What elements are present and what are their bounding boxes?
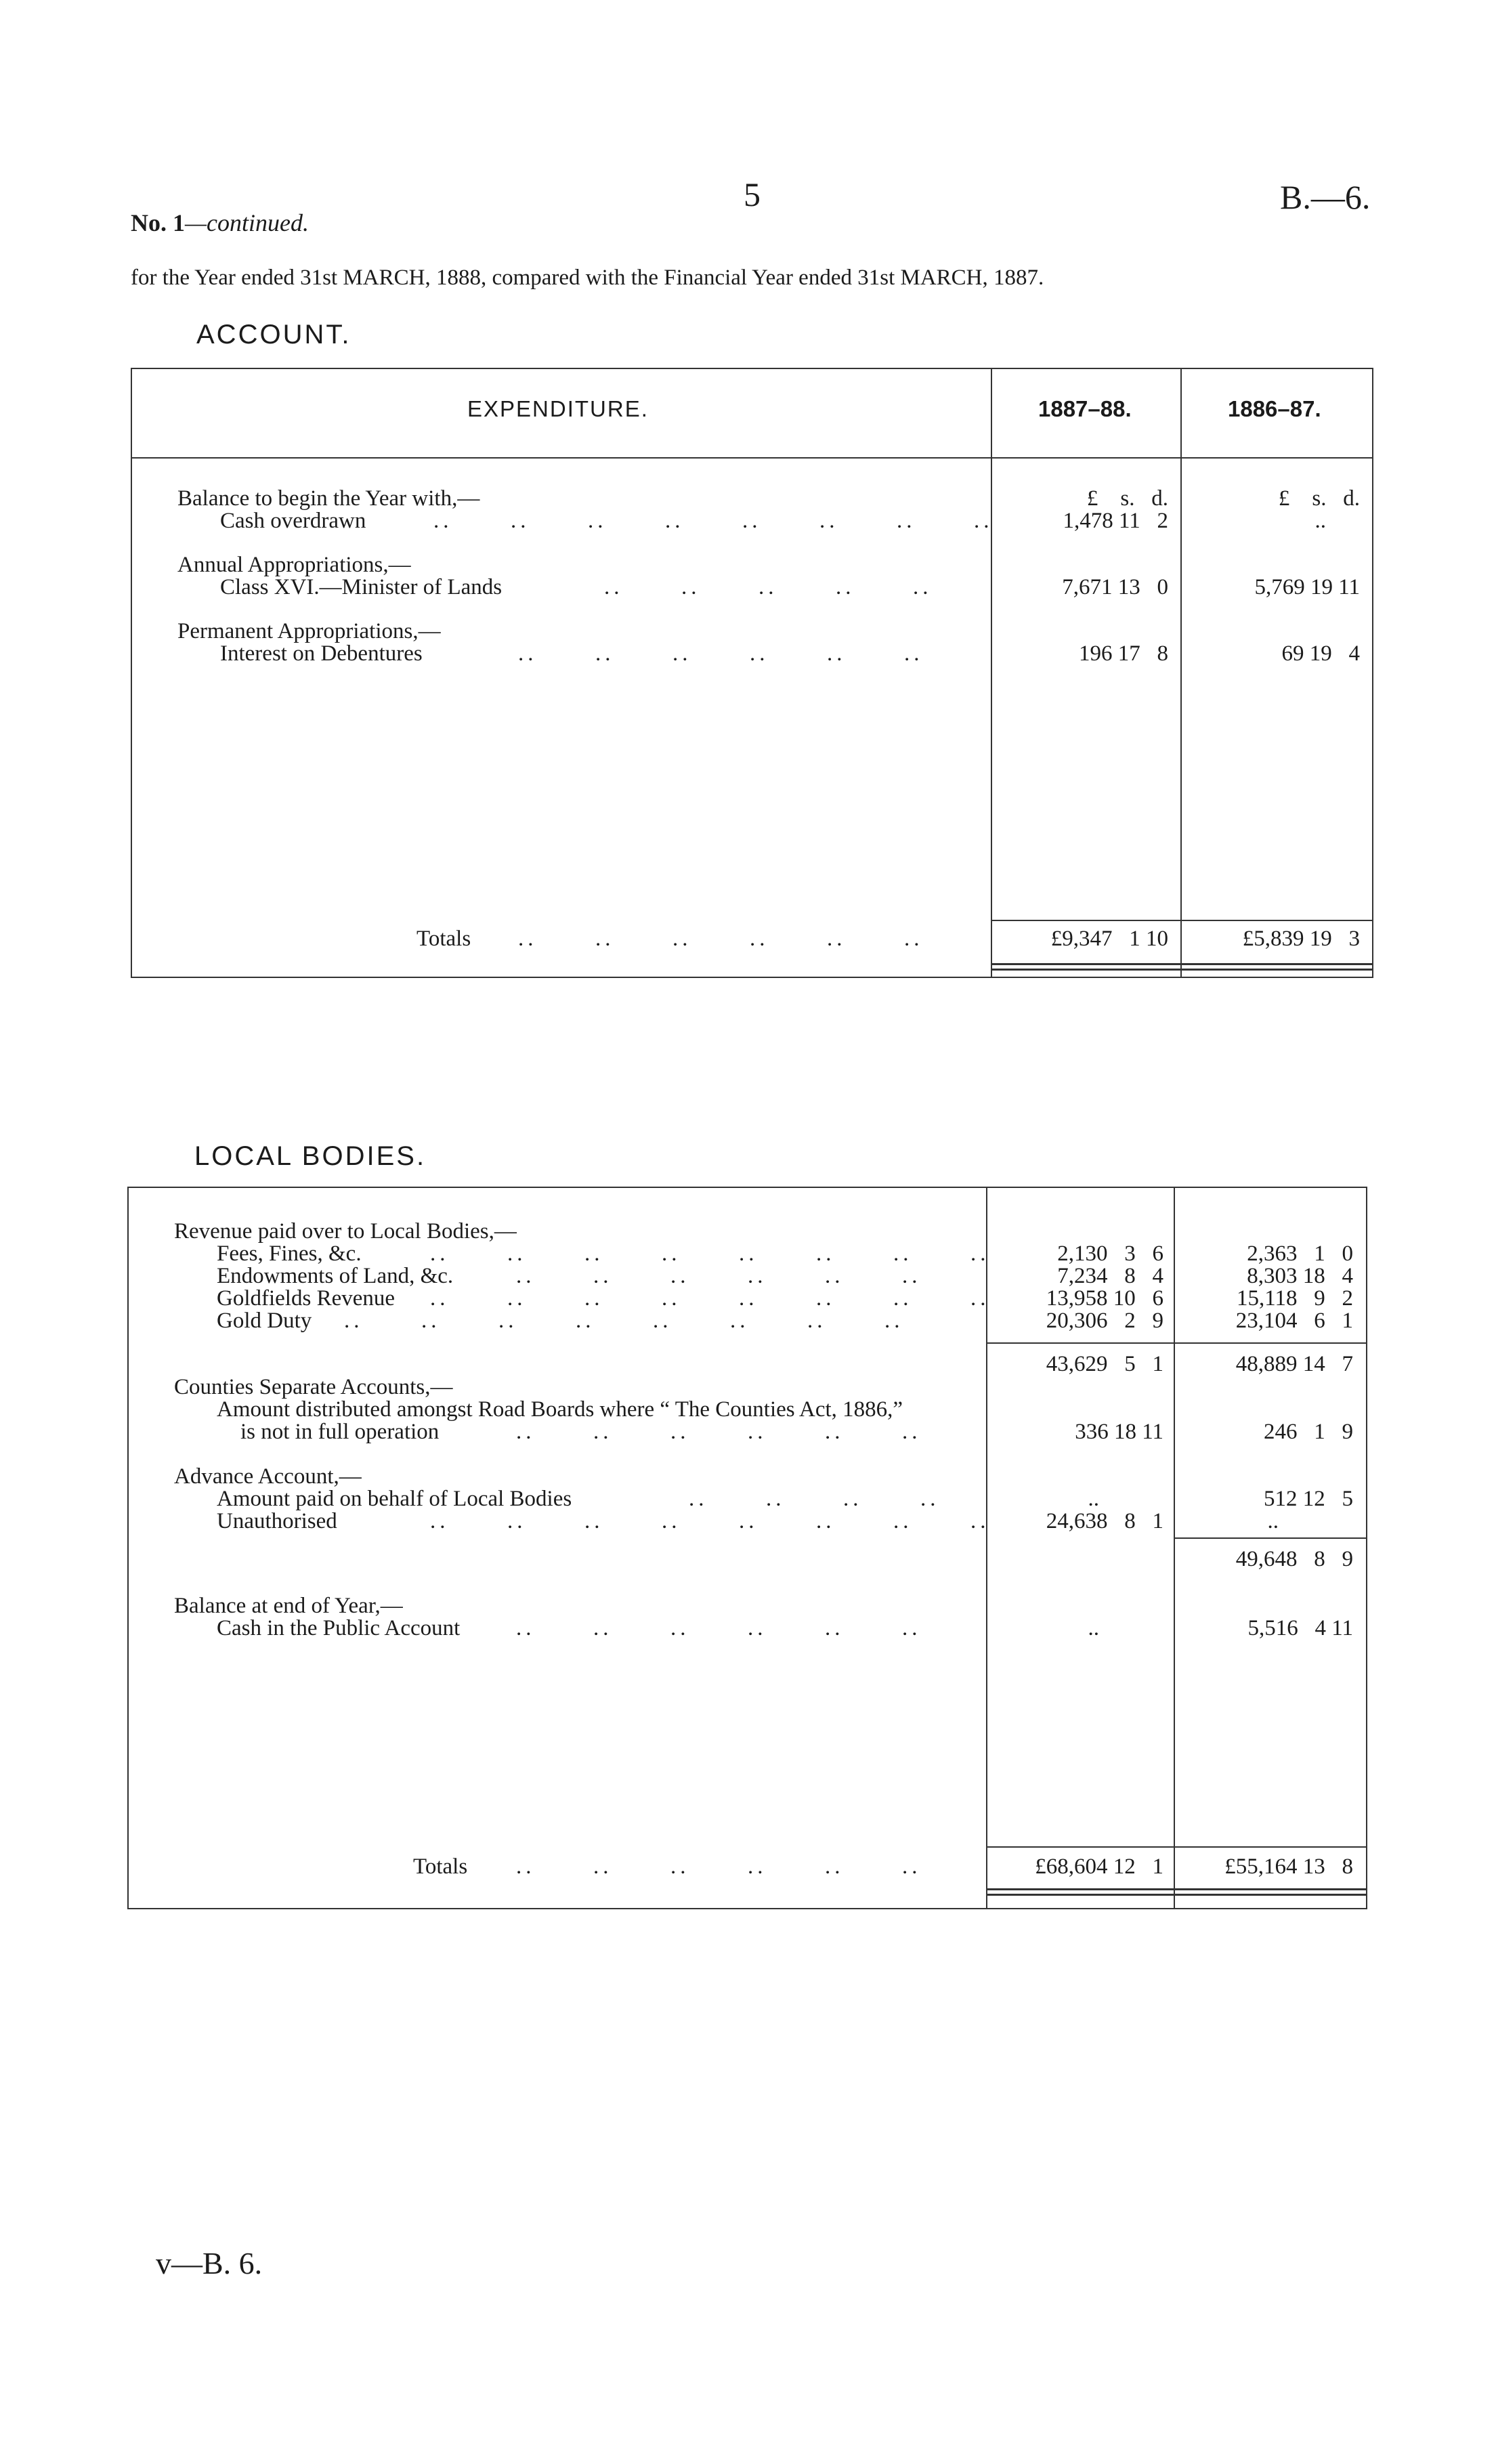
leader-dots: .. .. .. .. .. .. [516, 1616, 922, 1640]
local-row-label: Advance Account,— [174, 1464, 362, 1489]
account-row-label: Interest on Debentures [220, 641, 423, 666]
local-value-1887-88: 24,638 8 1 [1046, 1509, 1163, 1533]
local-row-label: Fees, Fines, &c. [217, 1241, 362, 1266]
account-value-1886-87: 5,769 19 11 [1254, 575, 1360, 599]
local-row-label: Amount distributed amongst Road Boards where “ The Counties Act, 1886,” [217, 1397, 903, 1422]
local-value-1887-88: .. [1088, 1616, 1099, 1640]
local-subtotal-1886-87: 49,648 8 9 [1235, 1547, 1353, 1571]
page-number: 5 [744, 175, 761, 213]
account-totals-label: Totals [416, 927, 471, 951]
local-value-1886-87: 246 1 9 [1264, 1420, 1353, 1444]
local-value-1887-88: 20,306 2 9 [1046, 1309, 1163, 1333]
document-reference: B.—6. [1280, 178, 1371, 216]
leader-dots: .. .. .. .. .. .. .. .. [430, 1241, 990, 1266]
continued-heading [131, 209, 309, 237]
expenditure-column-header: EXPENDITURE. [467, 396, 649, 421]
account-title: ACCOUNT. [196, 320, 351, 349]
account-table [131, 368, 1373, 978]
account-value-1887-88: 1,478 11 2 [1063, 509, 1168, 533]
account-value-1886-87: 69 19 4 [1281, 641, 1360, 666]
local-value-1887-88: 336 18 11 [1075, 1420, 1163, 1444]
units-1887-88: £ s. d. [1086, 486, 1168, 511]
local-row-label: Revenue paid over to Local Bodies,— [174, 1219, 517, 1244]
year-1887-88-header: 1887–88. [1038, 396, 1132, 421]
local-double-rule-2 [986, 1894, 1366, 1896]
account-row-label: Permanent Appropriations,— [177, 619, 441, 643]
local-value-1886-87: .. [1267, 1509, 1279, 1533]
account-row-label: Class XVI.—Minister of Lands [220, 575, 503, 599]
units-1886-87: £ s. d. [1278, 486, 1360, 511]
account-total-1886-87: £5,839 19 3 [1242, 927, 1360, 951]
local-subtotal-rule-2 [1174, 1537, 1366, 1539]
leader-dots: .. .. .. .. .. .. [516, 1264, 922, 1288]
leader-dots: .. .. .. .. .. .. [516, 1854, 922, 1879]
local-value-1886-87: 2,363 1 0 [1247, 1241, 1353, 1266]
local-value-1887-88: .. [1088, 1487, 1099, 1511]
leader-dots: .. .. .. .. .. .. .. .. [430, 1509, 990, 1533]
leader-dots: .. .. .. .. .. .. .. .. [433, 509, 993, 533]
local-row-label: Counties Separate Accounts,— [174, 1375, 453, 1399]
local-value-1887-88: 7,234 8 4 [1057, 1264, 1163, 1288]
local-value-1887-88: 2,130 3 6 [1057, 1241, 1163, 1266]
local-row-label: Goldfields Revenue [217, 1286, 396, 1311]
local-row-label: Unauthorised [217, 1509, 337, 1533]
account-value-1886-87: .. [1315, 509, 1326, 533]
account-value-1887-88: 7,671 13 0 [1062, 575, 1168, 599]
account-value-1887-88: 196 17 8 [1079, 641, 1168, 666]
local-value-1886-87: 23,104 6 1 [1235, 1309, 1353, 1333]
local-value-1886-87: 512 12 5 [1264, 1487, 1353, 1511]
continued-no: No. 1 [131, 209, 185, 236]
local-subtotal-1887-88: 43,629 5 1 [1046, 1352, 1163, 1376]
account-col-divider-2 [1180, 368, 1182, 977]
account-total-rule-1 [991, 920, 1372, 921]
local-row-label: Balance at end of Year,— [174, 1594, 403, 1618]
continued-word: —continued. [185, 209, 309, 236]
local-totals-label: Totals [413, 1854, 468, 1879]
leader-dots: .. .. .. .. .. .. [518, 641, 924, 666]
local-row-label: Endowments of Land, &c. [217, 1264, 454, 1288]
local-total-1886-87: £55,164 13 8 [1224, 1854, 1353, 1879]
local-row-label: Gold Duty [217, 1309, 312, 1333]
local-value-1886-87: 5,516 4 11 [1247, 1616, 1353, 1640]
leader-dots: .. .. .. .. .. .. .. .. [344, 1309, 904, 1333]
account-row-label: Cash overdrawn [220, 509, 366, 533]
local-total-rule [986, 1846, 1366, 1848]
local-value-1886-87: 15,118 9 2 [1236, 1286, 1353, 1311]
local-bodies-title: LOCAL BODIES. [194, 1141, 427, 1171]
account-row-label: Balance to begin the Year with,— [177, 486, 480, 511]
local-subtotal-1886-87: 48,889 14 7 [1235, 1352, 1353, 1376]
account-total-1887-88: £9,347 1 10 [1050, 927, 1168, 951]
account-col-divider-1 [991, 368, 992, 977]
page-subtitle: for the Year ended 31st MARCH, 1888, compared with the Financial Year ended 31st MARCH, 1887. [131, 265, 1044, 290]
local-row-label: is not in full operation [240, 1420, 440, 1444]
account-row-label: Annual Appropriations,— [177, 553, 411, 577]
local-row-label: Cash in the Public Account [217, 1616, 461, 1640]
footer-signature: v—B. 6. [156, 2246, 263, 2280]
account-double-rule-1 [991, 963, 1372, 965]
local-total-1887-88: £68,604 12 1 [1035, 1854, 1163, 1879]
leader-dots: .. .. .. .. .. .. [516, 1420, 922, 1444]
local-row-label: Amount paid on behalf of Local Bodies [217, 1487, 572, 1511]
leader-dots: .. .. .. .. .. .. [518, 927, 924, 951]
local-col-divider-2 [1174, 1187, 1175, 1908]
account-header-divider [131, 457, 1372, 459]
leader-dots: .. .. .. .. .. [604, 575, 933, 599]
local-value-1887-88: 13,958 10 6 [1046, 1286, 1163, 1311]
year-1886-87-header: 1886–87. [1228, 396, 1321, 421]
leader-dots: .. .. .. .. .. .. .. .. [430, 1286, 990, 1311]
local-double-rule-1 [986, 1888, 1366, 1890]
leader-dots: .. .. .. .. [689, 1487, 940, 1511]
local-value-1886-87: 8,303 18 4 [1247, 1264, 1353, 1288]
account-double-rule-2 [991, 969, 1372, 971]
local-subtotal-rule-1 [986, 1342, 1366, 1344]
